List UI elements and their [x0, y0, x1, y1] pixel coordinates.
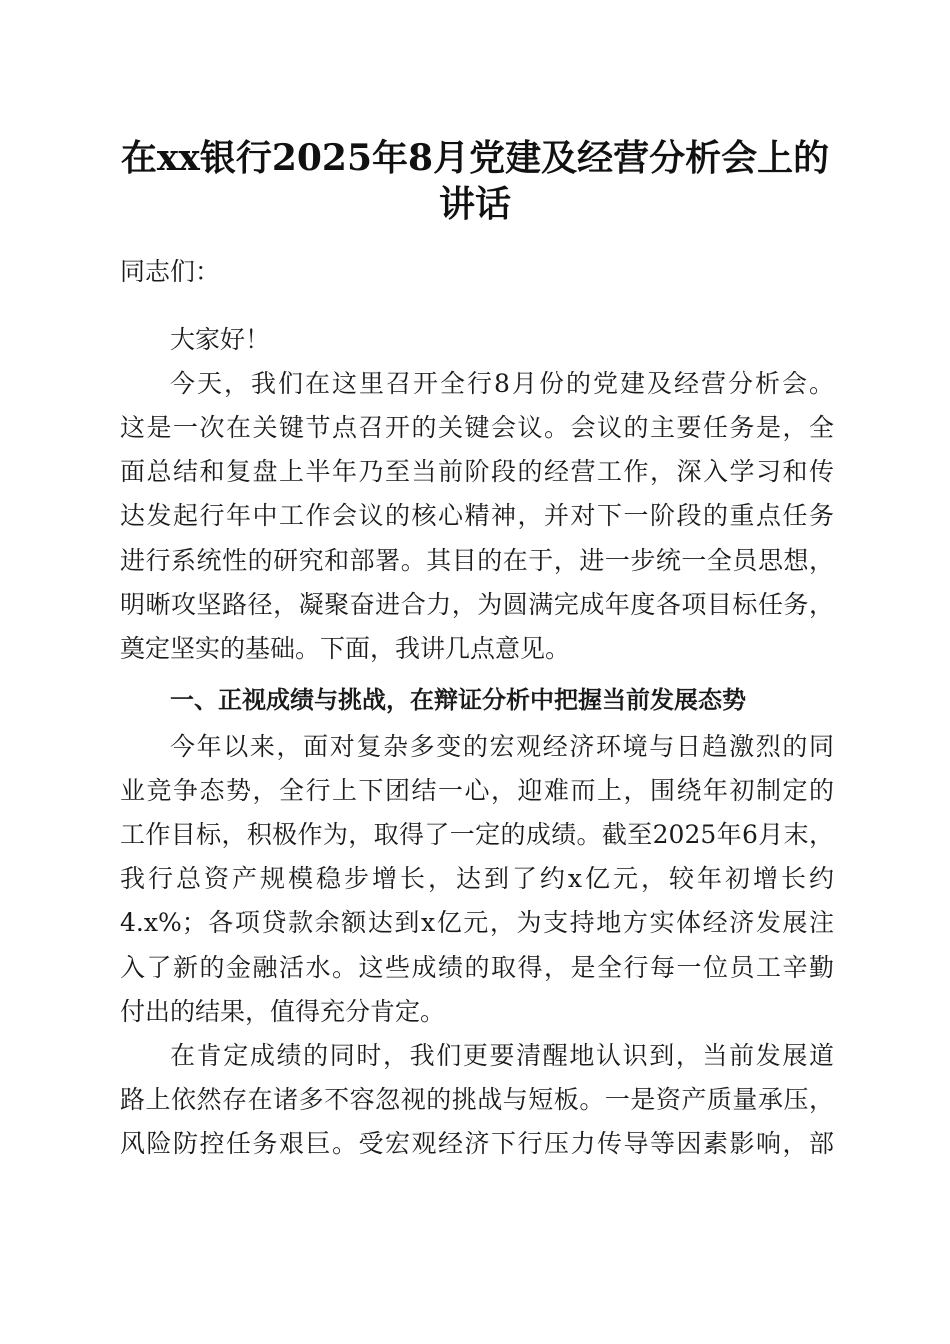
paragraph-1-line-1: 今天，我们在这里召开全行8月份的党建及经营分析会。: [170, 369, 834, 398]
document-title-line-2: 讲话: [438, 183, 511, 225]
paragraph-1-line-7: 奠定坚实的基础。下面，我讲几点意见。: [120, 634, 571, 663]
document-title-line-1: 在xx银行2025年8月党建及经营分析会上的: [120, 137, 830, 179]
paragraph-2-line-7: 付出的结果，值得充分肯定。: [120, 997, 446, 1026]
paragraph-1-line-6: 明晰攻坚路径，凝聚奋进合力，为圆满完成年度各项目标任务，: [120, 590, 834, 619]
paragraph-2-line-2: 业竞争态势，全行上下团结一心，迎难而上，围绕年初制定的: [120, 776, 834, 805]
paragraph-1-line-5: 进行系统性的研究和部署。其目的在于，进一步统一全员思想，: [120, 546, 834, 575]
paragraph-1-line-3: 面总结和复盘上半年乃至当前阶段的经营工作，深入学习和传: [120, 457, 834, 486]
paragraph-1-line-2: 这是一次在关键节点召开的关键会议。会议的主要任务是，全: [120, 413, 834, 442]
paragraph-1-line-4: 达发起行年中工作会议的核心精神，并对下一阶段的重点任务: [120, 501, 834, 530]
paragraph-2-line-3: 工作目标，积极作为，取得了一定的成绩。截至2025年6月末，: [120, 820, 834, 849]
greeting: 大家好！: [170, 325, 271, 354]
paragraph-2-line-6: 入了新的金融活水。这些成绩的取得，是全行每一位员工辛勤: [120, 953, 834, 982]
salutation: 同志们：: [120, 257, 221, 286]
paragraph-2-line-4: 我行总资产规模稳步增长，达到了约x亿元，较年初增长约: [120, 864, 834, 893]
paragraph-2-line-5: 4.x%；各项贷款余额达到x亿元，为支持地方实体经济发展注: [120, 908, 834, 937]
paragraph-3-line-2: 路上依然存在诸多不容忽视的挑战与短板。一是资产质量承压，: [120, 1085, 834, 1114]
paragraph-2-line-1: 今年以来，面对复杂多变的宏观经济环境与日趋激烈的同: [170, 732, 834, 761]
section-1-heading: 一、正视成绩与挑战，在辩证分析中把握当前发展态势: [170, 686, 746, 714]
paragraph-3-line-3: 风险防控任务艰巨。受宏观经济下行压力传导等因素影响，部: [120, 1129, 834, 1158]
paragraph-3-line-1: 在肯定成绩的同时，我们更要清醒地认识到，当前发展道: [170, 1041, 834, 1070]
